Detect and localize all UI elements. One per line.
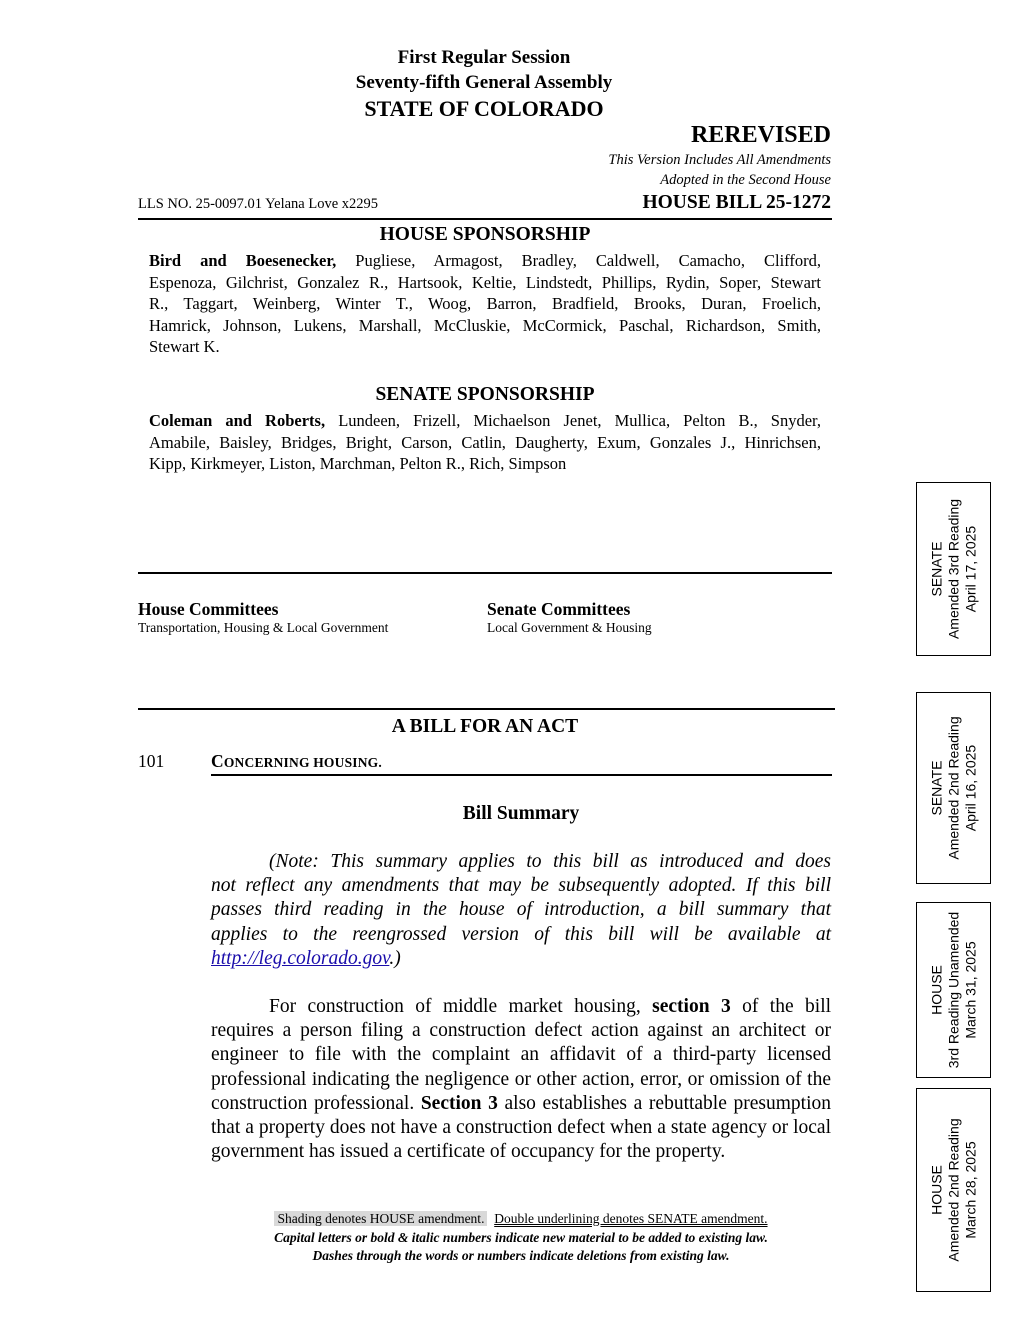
sponsor-line: Amabile, Baisley, Bridges, Bright, Carson, Catlin, Daugherty, Exum, Gonzales J., Hinrichsen,: [149, 432, 821, 452]
note-text: (Note: This summary applies to this bill as introduced and does: [269, 851, 831, 872]
section-reference: section 3: [652, 996, 731, 1017]
stamp-action: Amended 2nd Reading: [945, 1118, 961, 1262]
action-stamp: [916, 482, 991, 656]
version-note: [431, 150, 831, 190]
senate-committee-name: Local Government & Housing: [487, 620, 652, 635]
bill-title-bottom-rule: [211, 774, 832, 776]
summary-body: [211, 995, 831, 1164]
note-line: applies to the reengrossed version of this bill will be available at: [211, 923, 831, 945]
summary-text: For construction of middle market housing,: [269, 996, 641, 1017]
committees-divider: [138, 572, 832, 574]
sponsor-text: Pugliese, Armagost, Bradley, Caldwell, Camacho, Clifford,: [355, 251, 821, 270]
note-line: passes third reading in the house of introduction, a bill summary that: [211, 899, 831, 921]
house-sponsors: [149, 250, 821, 358]
action-stamp: [916, 902, 991, 1078]
version-note-line: Adopted in the Second House: [660, 172, 831, 188]
stamp-chamber: HOUSE: [928, 1165, 944, 1215]
state-title: STATE OF COLORADO: [364, 96, 604, 121]
double-underline-legend: Double underlining denotes SENATE amendment.: [494, 1211, 768, 1226]
section-reference: Section 3: [420, 1092, 498, 1114]
stamp-chamber: HOUSE: [928, 965, 944, 1015]
leg-website-link[interactable]: http://leg.colorado.gov: [211, 947, 390, 969]
concerning-initial: C: [211, 751, 224, 771]
note-line: not reflect any amendments that may be subsequently adopted. If this bill: [211, 875, 831, 897]
house-sponsorship-heading: HOUSE SPONSORSHIP: [379, 224, 591, 245]
senate-committees-heading: Senate Committees: [487, 599, 631, 619]
stamp-text: [928, 912, 979, 1068]
house-committee-name: Transportation, Housing & Local Government: [138, 620, 389, 635]
stamp-action: Amended 3rd Reading: [945, 498, 961, 640]
stamp-date: April 16, 2025: [962, 744, 978, 832]
note-line: [211, 850, 831, 874]
session-header: [134, 45, 834, 95]
house-prime-sponsors: Bird and Boesenecker,: [149, 251, 337, 270]
sponsor-line: Espenoza, Gilchrist, Gonzalez R., Hartsook, Keltie, Lindstedt, Phillips, Rydin, Soper, Stewart: [149, 272, 821, 292]
note-line: [211, 947, 831, 971]
stamp-text: [928, 1118, 979, 1261]
sponsor-text: Lundeen, Frizell, Michaelson Jenet, Mullica, Pelton B., Snyder,: [338, 411, 821, 430]
bill-title: A BILL FOR AN ACT: [391, 716, 579, 737]
stamp-action: 3rd Reading Unamended: [945, 911, 961, 1069]
session-title: First Regular Session: [397, 47, 571, 68]
version-label: REREVISED: [690, 122, 831, 148]
stamp-chamber: SENATE: [928, 760, 944, 816]
assembly-title: Seventy-fifth General Assembly: [355, 72, 613, 93]
sponsor-line: Hamrick, Johnson, Lukens, Marshall, McCluskie, McCormick, Paschal, Richardson, Smith,: [149, 315, 821, 335]
stamp-chamber: SENATE: [928, 541, 944, 597]
shading-legend: Shading denotes HOUSE amendment.: [274, 1211, 487, 1226]
line-number: 101: [138, 751, 165, 771]
senate-prime-sponsors: Coleman and Roberts,: [149, 411, 326, 430]
summary-text: also establishes a rebuttable presumption that a property does not have a construction defect when a state agency or local government has issued a certificate of occupancy for the property.: [211, 1092, 831, 1163]
concerning-clause: [211, 751, 382, 772]
bill-number: HOUSE BILL 25-1272: [642, 192, 831, 213]
sponsor-line: [149, 250, 821, 272]
header-divider: [138, 218, 832, 220]
sponsor-line: [149, 410, 821, 432]
concerning-text: ONCERNING HOUSING.: [223, 755, 382, 770]
summary-note: [211, 850, 831, 971]
action-stamp: [916, 692, 991, 884]
stamp-action: Amended 2nd Reading: [945, 716, 961, 860]
lls-number: LLS NO. 25-0097.01 Yelana Love x2295: [138, 196, 379, 212]
stamp-text: [928, 716, 979, 859]
stamp-date: March 31, 2025: [962, 941, 978, 1039]
senate-sponsorship-heading: SENATE SPONSORSHIP: [375, 384, 595, 405]
stamp-text: [928, 499, 979, 639]
version-note-line: This Version Includes All Amendments: [608, 152, 831, 168]
bill-summary-heading: Bill Summary: [462, 803, 580, 824]
senate-committees: [487, 599, 652, 636]
house-committees-heading: House Committees: [138, 599, 279, 619]
sponsor-line: Kipp, Kirkmeyer, Liston, Marchman, Pelton R., Rich, Simpson: [149, 454, 567, 474]
stamp-date: April 17, 2025: [962, 525, 978, 613]
capitals-legend: Capital letters or bold & italic numbers indicate new material to be added to existing law.: [274, 1230, 768, 1245]
note-end: .): [389, 947, 401, 969]
house-committees: [138, 599, 388, 636]
sponsor-line: Stewart K.: [149, 337, 220, 357]
stamp-date: March 28, 2025: [962, 1141, 978, 1239]
summary-text: of the bill requires a person filing a construction defect action against an architect or engineer to file with the complaint an affidavit of a third-party licensed professional indicating the negligence or other action, error, or omission of the construction professional.: [211, 996, 832, 1114]
amendment-legend: [138, 1211, 904, 1227]
dashes-legend: Dashes through the words or numbers indicate deletions from existing law.: [312, 1248, 730, 1263]
formatting-legend: [138, 1229, 904, 1265]
bill-title-top-rule: [138, 708, 835, 710]
sponsor-line: R., Taggart, Weinberg, Winter T., Woog, Barron, Bradfield, Brooks, Duran, Froelich,: [149, 294, 821, 314]
senate-sponsors: [149, 410, 821, 475]
action-stamp: [916, 1088, 991, 1292]
